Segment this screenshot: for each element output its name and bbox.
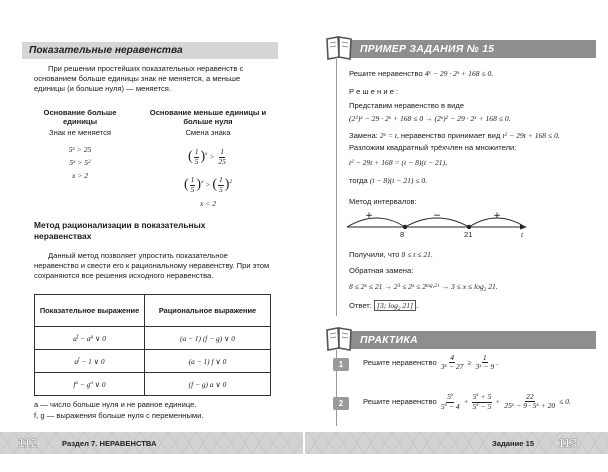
table-row [35,327,271,350]
rationalization-title: Метод рационализации в показательных неравенствах [34,220,206,241]
represent-formula: $(2^2)^x - 29 \cdot 2^x + 168 \le 0 \to (2^x)^2 - 29 \cdot 2^x + 168 \le 0$. [349,114,511,123]
left-section-header [22,42,278,59]
interval-axis-var: t [521,230,524,239]
replace-line: Замена: $2^x = t$, неравенство принимает вид $t^2 - 29t + 168 \le 0$. [349,131,560,140]
col2-example-1: ( $\frac{1}{5}$ ) $^x$ > $\frac{1}{25}$ [188,146,226,166]
table-header-rational: Рациональное выражение [145,295,271,327]
practice-header-title: ПРАКТИКА [360,334,418,346]
book-icon [324,324,354,352]
interval-diagram [343,205,531,245]
table-cell: $a^f - 1$ ∨ 0 [35,350,145,373]
page-gutter [303,432,305,454]
example-header-title: ПРИМЕР ЗАДАНИЯ № 15 [360,43,495,55]
table-header-row [35,295,271,327]
table-cell: $a^f - a^g$ ∨ 0 [35,327,145,350]
task-label: Задание 15 [492,439,535,448]
table-cell: (a − 1) (f − g) ∨ 0 [145,327,271,350]
table-row [35,350,271,373]
answer-line: Ответ: [3; $\log_2 21$] . [349,301,419,312]
table-cell: $f^a - g^a$ ∨ 0 [35,373,145,396]
col2-example-3: x < 2 [199,199,217,208]
task-1: Решите неравенство $\frac{4}{3^x - 27}$ ≥ $\frac{1}{3^x - 9}$ . [363,352,499,372]
example-header [330,40,596,58]
example-left-rule [336,59,337,316]
interval-tick-8: 8 [400,230,405,239]
task-1-badge: 1 [333,358,349,371]
intro-paragraph: При решении простейших показательных неравенств с основанием больше единицы знак не меняется, а меньше единицы (и больше нуля) — меняется. [34,64,244,94]
col1-title: Основание больше единицы [43,108,117,127]
rationalization-table [34,294,271,396]
col2-title: Основание меньше единицы и больше нуля [149,108,267,127]
note-fg: f, g — выражения больше нуля с переменными. [34,411,204,420]
col1-example-1: $5^x > 25$ [68,145,92,154]
replace-text: неравенство принимает вид [400,131,501,140]
practice-header [330,331,596,349]
interval-method-label: Метод интервалов: [349,197,417,206]
svg-text:−: − [433,211,441,221]
svg-text:+: + [365,211,373,221]
task-2: Решите неравенство $\frac{5^x}{5^x - 4}$ + $\frac{5^x + 5}{5^x - 5}$ + $\frac{22}{25^x - 9 \cdot 5^x + 20}$ ≤ 0. [363,391,571,411]
solve-label: Решите неравенство [349,69,423,78]
col1-subtitle: Знак не меняется [49,128,111,137]
table-row [35,373,271,396]
col2-subtitle: Смена знака [185,128,231,137]
svg-text:+: + [493,211,501,221]
note-a: a — число больше нуля и не равное единице. [34,400,197,409]
left-section-title: Показательные неравенства [29,45,183,56]
col1-example-2: $5^x > 5^2$ [69,158,91,167]
task-1-label: Решите неравенство [363,357,437,367]
table-header-exponential: Показательное выражение [35,295,145,327]
table-cell: (f − g) a ∨ 0 [145,373,271,396]
represent-label: Представим неравенство в виде [349,101,465,110]
task-2-badge: 2 [333,397,349,410]
solution-label: Р е ш е н и е : [349,87,399,96]
then-line: тогда (t − 8)(t − 21) ≤ 0. [349,176,428,185]
reverse-label: Обратная замена: [349,266,414,275]
rationalization-paragraph: Данный метод позволяет упростить показательное неравенство и свести его к рациональному неравенству. При этом сохраняются все решения исходного неравенства. [34,251,270,281]
right-page-number: 113 [558,436,578,450]
factor-label: Разложим квадратный трёхчлен на множители: [349,143,517,152]
example-task: Решите неравенство $4^x - 29 \cdot 2^x + 168 \le 0$. [349,69,494,78]
interval-tick-21: 21 [464,230,473,239]
task-2-label: Решите неравенство [363,396,437,406]
chapter-title: Раздел 7. НЕРАВЕНСТВА [62,439,157,448]
book-icon [324,33,354,61]
replace-label: Замена: [349,131,378,140]
got-label: Получили, что [349,250,400,259]
table-cell: (a − 1) f ∨ 0 [145,350,271,373]
answer-label: Ответ: [349,301,372,310]
col2-example-2: ( $\frac{1}{5}$ ) $^x$ > ( $\frac{1}{5}$ ) $^2$ [183,174,233,194]
col1-example-3: x > 2 [71,171,89,180]
then-label: тогда [349,176,368,185]
reverse-formula: $8 \le 2^x \le 21 \to 2^3 \le 2^x \le 2^{log_221} \to 3 \le x \le \log_2 21$. [349,282,498,293]
factor-formula: $t^2 - 29t + 168 = (t - 8)(t - 21)$, [349,158,448,167]
got-line: Получили, что 8 ≤ t ≤ 21. [349,250,433,259]
left-page-number: 112 [18,436,38,450]
